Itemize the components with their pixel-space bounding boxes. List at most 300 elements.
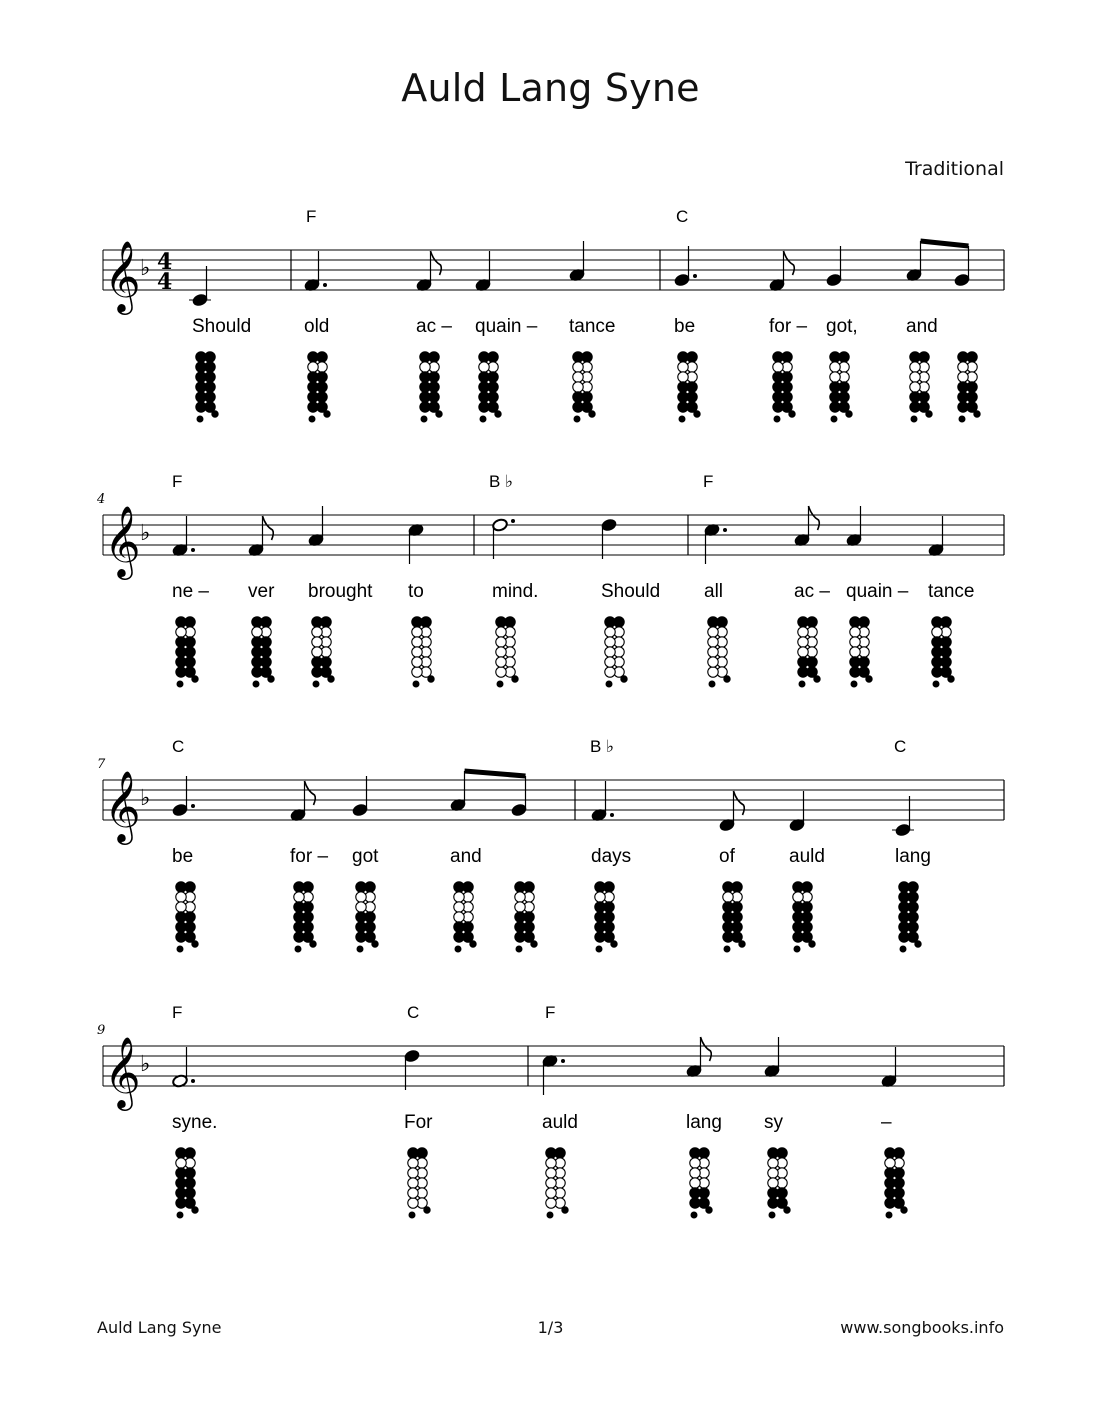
notehead — [826, 273, 843, 287]
open-hole-icon — [176, 627, 186, 637]
footer-song-title: Auld Lang Syne — [97, 1318, 222, 1337]
treble-clef-icon: 𝄞 — [104, 239, 141, 312]
fingering-chart — [573, 352, 595, 422]
closed-hole-icon — [793, 932, 803, 942]
bell-dot-icon — [706, 1207, 712, 1213]
thumb-hole-icon — [794, 946, 800, 952]
fingering-chart — [958, 352, 980, 422]
note — [674, 246, 697, 287]
note — [172, 1047, 195, 1088]
fingering-chart — [885, 1148, 907, 1218]
closed-hole-icon — [958, 392, 968, 402]
lyric-syllable: – — [881, 1112, 892, 1133]
lyric-syllable: be — [674, 316, 696, 337]
bell-dot-icon — [428, 676, 434, 682]
fingering-chart — [773, 352, 795, 422]
note — [591, 781, 614, 822]
footer-website: www.songbooks.info — [840, 1318, 1004, 1337]
staff-system-1 — [0, 200, 1101, 430]
fingering-chart — [312, 617, 334, 687]
open-hole-icon — [773, 362, 783, 372]
chord-symbol: F — [172, 472, 183, 491]
notehead — [352, 803, 369, 817]
closed-hole-icon — [252, 657, 262, 667]
closed-hole-icon — [176, 912, 186, 922]
closed-hole-icon — [910, 392, 920, 402]
note — [416, 251, 442, 292]
closed-hole-icon — [176, 1178, 186, 1188]
closed-hole-icon — [798, 617, 808, 627]
thumb-hole-icon — [724, 946, 730, 952]
duration-dot — [323, 283, 327, 287]
closed-hole-icon — [252, 637, 262, 647]
open-hole-icon — [678, 362, 688, 372]
closed-hole-icon — [196, 372, 206, 382]
open-hole-icon — [312, 637, 322, 647]
fingering-chart — [176, 1148, 198, 1218]
lyric-syllable: For — [404, 1112, 433, 1133]
closed-hole-icon — [515, 932, 525, 942]
lyric-syllable: tance — [928, 581, 975, 602]
fingering-chart — [768, 1148, 790, 1218]
thumb-hole-icon — [409, 1212, 415, 1218]
closed-hole-icon — [408, 1148, 418, 1158]
note — [881, 1047, 898, 1088]
thumb-hole-icon — [799, 681, 805, 687]
bell-dot-icon — [268, 676, 274, 682]
bell-dot-icon — [901, 1207, 907, 1213]
lyric-syllable: Should — [601, 581, 661, 602]
notehead — [511, 803, 528, 817]
closed-hole-icon — [496, 617, 506, 627]
closed-hole-icon — [958, 352, 968, 362]
thumb-hole-icon — [357, 946, 363, 952]
open-hole-icon — [885, 1158, 895, 1168]
closed-hole-icon — [932, 647, 942, 657]
closed-hole-icon — [420, 372, 430, 382]
bell-dot-icon — [192, 1207, 198, 1213]
open-hole-icon — [420, 362, 430, 372]
open-hole-icon — [798, 647, 808, 657]
fingering-chart — [899, 882, 921, 952]
closed-hole-icon — [308, 402, 318, 412]
closed-hole-icon — [196, 402, 206, 412]
closed-hole-icon — [312, 617, 322, 627]
duration-dot — [191, 548, 195, 552]
open-hole-icon — [605, 637, 615, 647]
closed-hole-icon — [176, 922, 186, 932]
lyric-syllable: ne – — [172, 581, 209, 602]
open-hole-icon — [454, 892, 464, 902]
note — [719, 791, 745, 832]
closed-hole-icon — [356, 922, 366, 932]
lyric-syllable: got, — [826, 316, 858, 337]
closed-hole-icon — [252, 667, 262, 677]
open-hole-icon — [690, 1158, 700, 1168]
open-hole-icon — [176, 892, 186, 902]
closed-hole-icon — [479, 352, 489, 362]
thumb-hole-icon — [177, 946, 183, 952]
bell-dot-icon — [324, 411, 330, 417]
closed-hole-icon — [773, 382, 783, 392]
closed-hole-icon — [885, 1198, 895, 1208]
open-hole-icon — [958, 372, 968, 382]
measure-number: 4 — [97, 492, 106, 507]
open-hole-icon — [356, 892, 366, 902]
closed-hole-icon — [294, 922, 304, 932]
open-hole-icon — [605, 627, 615, 637]
closed-hole-icon — [294, 912, 304, 922]
closed-hole-icon — [678, 382, 688, 392]
chord-symbol: B ♭ — [489, 472, 514, 491]
bell-dot-icon — [866, 676, 872, 682]
closed-hole-icon — [479, 382, 489, 392]
key-signature-flat-icon: ♭ — [140, 256, 151, 281]
closed-hole-icon — [308, 382, 318, 392]
closed-hole-icon — [793, 882, 803, 892]
thumb-hole-icon — [769, 1212, 775, 1218]
lyric-syllable: be — [172, 846, 194, 867]
bell-dot-icon — [192, 941, 198, 947]
bell-dot-icon — [424, 1207, 430, 1213]
closed-hole-icon — [454, 882, 464, 892]
closed-hole-icon — [899, 902, 909, 912]
lyric-syllable: to — [408, 581, 424, 602]
lyric-syllable: lang — [686, 1112, 722, 1133]
open-hole-icon — [605, 647, 615, 657]
treble-clef-icon: 𝄞 — [104, 1035, 141, 1108]
lyric-syllable: sy — [764, 1112, 783, 1133]
open-hole-icon — [479, 362, 489, 372]
lyric-syllable: mind. — [492, 581, 539, 602]
open-hole-icon — [708, 647, 718, 657]
open-hole-icon — [454, 912, 464, 922]
fingering-chart — [176, 617, 198, 687]
open-hole-icon — [850, 637, 860, 647]
thumb-hole-icon — [455, 946, 461, 952]
fingering-chart — [932, 617, 954, 687]
fingering-chart — [196, 352, 218, 422]
fingering-chart — [454, 882, 476, 952]
thumb-hole-icon — [197, 416, 203, 422]
eighth-flag — [784, 251, 795, 275]
closed-hole-icon — [885, 1188, 895, 1198]
closed-hole-icon — [910, 352, 920, 362]
notehead — [404, 1049, 421, 1063]
thumb-hole-icon — [606, 681, 612, 687]
closed-hole-icon — [773, 392, 783, 402]
thumb-hole-icon — [253, 681, 259, 687]
closed-hole-icon — [830, 392, 840, 402]
closed-hole-icon — [768, 1148, 778, 1158]
open-hole-icon — [496, 627, 506, 637]
lyric-syllable: brought — [308, 581, 373, 602]
note — [492, 518, 515, 559]
closed-hole-icon — [454, 922, 464, 932]
lyric-syllable: and — [450, 846, 482, 867]
note — [404, 1049, 421, 1090]
closed-hole-icon — [176, 1198, 186, 1208]
eighth-flag — [263, 516, 274, 540]
open-hole-icon — [412, 657, 422, 667]
bell-dot-icon — [784, 1207, 790, 1213]
lyric-syllable: of — [719, 846, 735, 867]
closed-hole-icon — [312, 667, 322, 677]
closed-hole-icon — [899, 912, 909, 922]
notehead — [954, 273, 971, 287]
eighth-flag — [809, 506, 820, 530]
closed-hole-icon — [454, 932, 464, 942]
closed-hole-icon — [176, 882, 186, 892]
beam — [465, 771, 526, 776]
lyric-syllable: tance — [569, 316, 616, 337]
closed-hole-icon — [723, 902, 733, 912]
closed-hole-icon — [176, 647, 186, 657]
chord-symbol: B ♭ — [590, 737, 615, 756]
fingering-chart — [412, 617, 434, 687]
closed-hole-icon — [356, 932, 366, 942]
closed-hole-icon — [479, 392, 489, 402]
fingering-chart — [252, 617, 274, 687]
fingering-chart — [798, 617, 820, 687]
bell-dot-icon — [531, 941, 537, 947]
thumb-hole-icon — [413, 681, 419, 687]
bell-dot-icon — [512, 676, 518, 682]
notehead — [601, 518, 618, 532]
closed-hole-icon — [932, 667, 942, 677]
note — [450, 771, 526, 812]
thumb-hole-icon — [911, 416, 917, 422]
bell-dot-icon — [948, 676, 954, 682]
duration-dot — [723, 528, 727, 532]
open-hole-icon — [412, 637, 422, 647]
closed-hole-icon — [176, 932, 186, 942]
closed-hole-icon — [773, 352, 783, 362]
bell-dot-icon — [436, 411, 442, 417]
open-hole-icon — [546, 1178, 556, 1188]
chord-symbol: C — [172, 737, 185, 756]
open-hole-icon — [496, 657, 506, 667]
bell-dot-icon — [926, 411, 932, 417]
fingering-chart — [496, 617, 518, 687]
closed-hole-icon — [308, 352, 318, 362]
closed-hole-icon — [793, 902, 803, 912]
closed-hole-icon — [678, 402, 688, 412]
open-hole-icon — [408, 1158, 418, 1168]
chord-symbol: F — [306, 207, 317, 226]
thumb-hole-icon — [691, 1212, 697, 1218]
bell-dot-icon — [310, 941, 316, 947]
open-hole-icon — [412, 667, 422, 677]
thumb-hole-icon — [851, 681, 857, 687]
fingering-chart — [308, 352, 330, 422]
fingering-chart — [294, 882, 316, 952]
bell-dot-icon — [739, 941, 745, 947]
lyric-syllable: syne. — [172, 1112, 218, 1133]
treble-clef-icon: 𝄞 — [104, 504, 141, 577]
chord-symbol: C — [407, 1003, 420, 1022]
closed-hole-icon — [420, 382, 430, 392]
open-hole-icon — [408, 1198, 418, 1208]
note — [704, 523, 727, 564]
closed-hole-icon — [595, 882, 605, 892]
open-hole-icon — [910, 362, 920, 372]
thumb-hole-icon — [480, 416, 486, 422]
fingering-chart — [176, 882, 198, 952]
lyric-syllable: all — [704, 581, 724, 602]
note — [408, 523, 425, 564]
closed-hole-icon — [515, 912, 525, 922]
thumb-hole-icon — [774, 416, 780, 422]
closed-hole-icon — [294, 932, 304, 942]
closed-hole-icon — [798, 657, 808, 667]
note — [248, 516, 274, 557]
open-hole-icon — [798, 637, 808, 647]
open-hole-icon — [723, 892, 733, 902]
open-hole-icon — [546, 1188, 556, 1198]
chord-symbol: C — [676, 207, 689, 226]
key-signature-flat-icon: ♭ — [140, 1052, 151, 1077]
open-hole-icon — [708, 637, 718, 647]
closed-hole-icon — [773, 402, 783, 412]
closed-hole-icon — [546, 1148, 556, 1158]
note — [928, 516, 945, 557]
closed-hole-icon — [196, 382, 206, 392]
lyric-syllable: ac – — [794, 581, 830, 602]
staff-svg — [0, 200, 1101, 430]
closed-hole-icon — [176, 667, 186, 677]
open-hole-icon — [496, 637, 506, 647]
staff-svg — [0, 465, 1101, 695]
lyric-syllable: and — [906, 316, 938, 337]
thumb-hole-icon — [959, 416, 965, 422]
bell-dot-icon — [589, 411, 595, 417]
fingering-chart — [830, 352, 852, 422]
measure-number: 7 — [97, 757, 106, 772]
time-signature-top: 4 — [157, 249, 173, 275]
closed-hole-icon — [793, 912, 803, 922]
closed-hole-icon — [595, 922, 605, 932]
note — [686, 1037, 712, 1078]
closed-hole-icon — [793, 922, 803, 932]
closed-hole-icon — [196, 392, 206, 402]
thumb-hole-icon — [295, 946, 301, 952]
closed-hole-icon — [252, 617, 262, 627]
fingering-chart — [678, 352, 700, 422]
open-hole-icon — [708, 627, 718, 637]
duration-dot — [511, 519, 515, 523]
closed-hole-icon — [850, 617, 860, 627]
closed-hole-icon — [573, 402, 583, 412]
bell-dot-icon — [621, 676, 627, 682]
thumb-hole-icon — [497, 681, 503, 687]
closed-hole-icon — [176, 657, 186, 667]
closed-hole-icon — [885, 1148, 895, 1158]
notehead — [172, 803, 189, 817]
closed-hole-icon — [723, 922, 733, 932]
open-hole-icon — [573, 362, 583, 372]
closed-hole-icon — [294, 882, 304, 892]
open-hole-icon — [768, 1168, 778, 1178]
thumb-hole-icon — [709, 681, 715, 687]
closed-hole-icon — [830, 382, 840, 392]
bell-dot-icon — [915, 941, 921, 947]
closed-hole-icon — [176, 1168, 186, 1178]
note — [794, 506, 820, 547]
bell-dot-icon — [611, 941, 617, 947]
open-hole-icon — [294, 892, 304, 902]
open-hole-icon — [958, 362, 968, 372]
open-hole-icon — [690, 1168, 700, 1178]
closed-hole-icon — [723, 882, 733, 892]
closed-hole-icon — [885, 1178, 895, 1188]
closed-hole-icon — [356, 912, 366, 922]
closed-hole-icon — [420, 402, 430, 412]
fingering-chart — [595, 882, 617, 952]
closed-hole-icon — [932, 617, 942, 627]
note — [352, 776, 369, 817]
thumb-hole-icon — [933, 681, 939, 687]
closed-hole-icon — [830, 402, 840, 412]
open-hole-icon — [830, 362, 840, 372]
closed-hole-icon — [723, 932, 733, 942]
closed-hole-icon — [196, 362, 206, 372]
closed-hole-icon — [312, 657, 322, 667]
closed-hole-icon — [690, 1148, 700, 1158]
fingering-chart — [408, 1148, 430, 1218]
thumb-hole-icon — [679, 416, 685, 422]
open-hole-icon — [605, 667, 615, 677]
bell-dot-icon — [372, 941, 378, 947]
open-hole-icon — [910, 382, 920, 392]
chord-symbol: F — [703, 472, 714, 491]
closed-hole-icon — [899, 932, 909, 942]
lyric-syllable: old — [304, 316, 330, 337]
note — [601, 518, 618, 559]
lyric-syllable: quain – — [475, 316, 538, 337]
closed-hole-icon — [515, 882, 525, 892]
open-hole-icon — [573, 372, 583, 382]
open-hole-icon — [312, 647, 322, 657]
open-hole-icon — [932, 627, 942, 637]
measure-number: 9 — [97, 1023, 106, 1038]
eighth-flag — [734, 791, 745, 815]
closed-hole-icon — [850, 657, 860, 667]
note — [475, 251, 492, 292]
page-number: 1/3 — [537, 1318, 564, 1337]
lyric-syllable: ac – — [416, 316, 452, 337]
chord-symbol: C — [894, 737, 907, 756]
open-hole-icon — [312, 627, 322, 637]
composer-credit: Traditional — [905, 158, 1004, 180]
note — [511, 776, 528, 817]
open-hole-icon — [408, 1188, 418, 1198]
chord-symbol: F — [545, 1003, 556, 1022]
open-hole-icon — [573, 382, 583, 392]
closed-hole-icon — [958, 402, 968, 412]
fingering-chart — [690, 1148, 712, 1218]
fingering-chart — [708, 617, 730, 687]
fingering-chart — [420, 352, 442, 422]
open-hole-icon — [496, 647, 506, 657]
closed-hole-icon — [479, 372, 489, 382]
key-signature-flat-icon: ♭ — [140, 521, 151, 546]
staff-system-2 — [0, 465, 1101, 695]
closed-hole-icon — [910, 402, 920, 412]
closed-hole-icon — [850, 667, 860, 677]
closed-hole-icon — [899, 892, 909, 902]
closed-hole-icon — [252, 647, 262, 657]
